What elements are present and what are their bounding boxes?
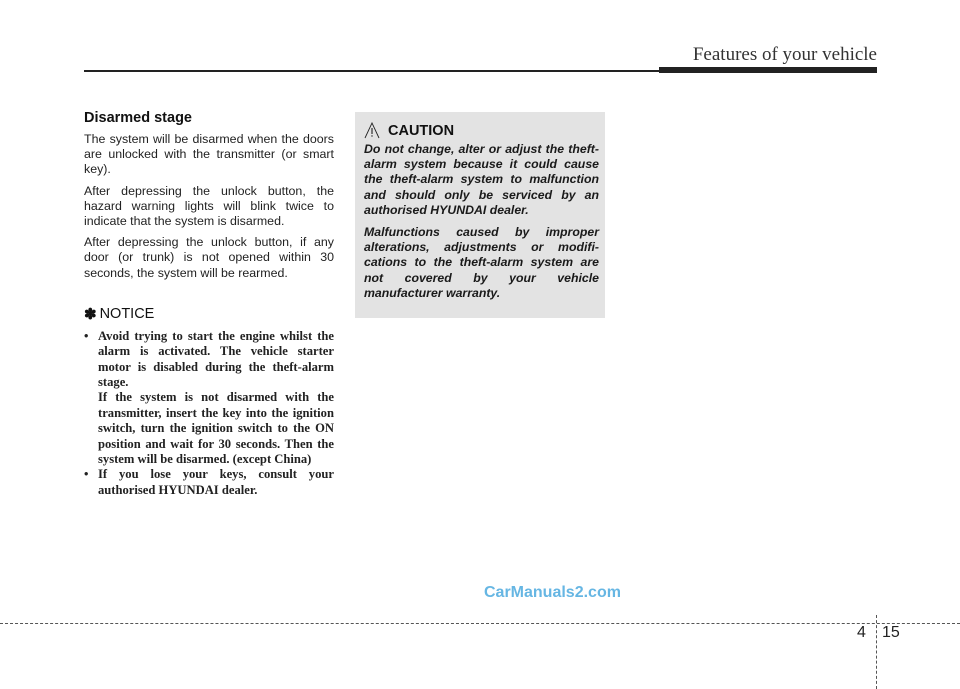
notice-item-text: Avoid trying to start the engine whilst the alarm is activated. The vehicle starter motor is disabled during the theft-alarm stage. xyxy=(98,328,334,390)
disarmed-paragraph-1: The system will be disarmed when the doors are unlocked with the transmitter (or smart key). xyxy=(84,132,334,177)
footer-rule xyxy=(0,623,960,624)
notice-item-text: If you lose your keys, consult your authorised HYUNDAI dealer. xyxy=(98,467,334,497)
bullet-icon: • xyxy=(84,328,89,343)
notice-item xyxy=(84,467,334,498)
left-column xyxy=(84,110,334,498)
page-number-divider xyxy=(876,615,877,689)
notice-item xyxy=(84,329,334,468)
chapter-number: 4 xyxy=(857,624,866,641)
caution-paragraph-2: Malfunctions caused by improper alterations, adjustments or modifi-cations to the theft-alarm system are not covered by your vehicle manufacturer warranty. xyxy=(364,225,599,300)
header-rule xyxy=(84,70,659,72)
caution-box xyxy=(355,112,605,318)
caution-paragraph-1: Do not change, alter or adjust the theft-alarm system because it could cause the theft-alarm system to malfunction and should only be serviced by an authorised HYUNDAI dealer. xyxy=(364,142,599,217)
header-rule-thick xyxy=(659,67,877,73)
bullet-icon: • xyxy=(84,467,89,482)
caution-heading xyxy=(364,122,599,139)
disarmed-paragraph-2: After depressing the unlock button, the hazard warning lights will blink twice to indicate that the system is disarmed. xyxy=(84,183,334,229)
asterisk-icon: ✽ xyxy=(84,305,97,323)
notice-item-continuation: If the system is not disarmed with the transmitter, insert the key into the ignition switch, turn the ignition switch to the ON position and wait for 30 seconds. Then the system will be disarmed. (except China) xyxy=(98,390,334,467)
caution-title: CAUTION xyxy=(388,122,455,139)
notice-list xyxy=(84,329,334,498)
notice-heading xyxy=(84,305,334,323)
warning-triangle-icon xyxy=(364,122,380,139)
section-header-title: Features of your vehicle xyxy=(692,44,877,65)
notice-title: NOTICE xyxy=(99,305,155,322)
page-number: 15 xyxy=(882,624,900,641)
watermark-link[interactable]: CarManuals2.com xyxy=(484,584,621,601)
disarmed-paragraph-3: After depressing the unlock button, if any door (or trunk) is not opened within 30 seconds, the system will be rearmed. xyxy=(84,235,334,280)
disarmed-stage-heading: Disarmed stage xyxy=(84,110,192,126)
